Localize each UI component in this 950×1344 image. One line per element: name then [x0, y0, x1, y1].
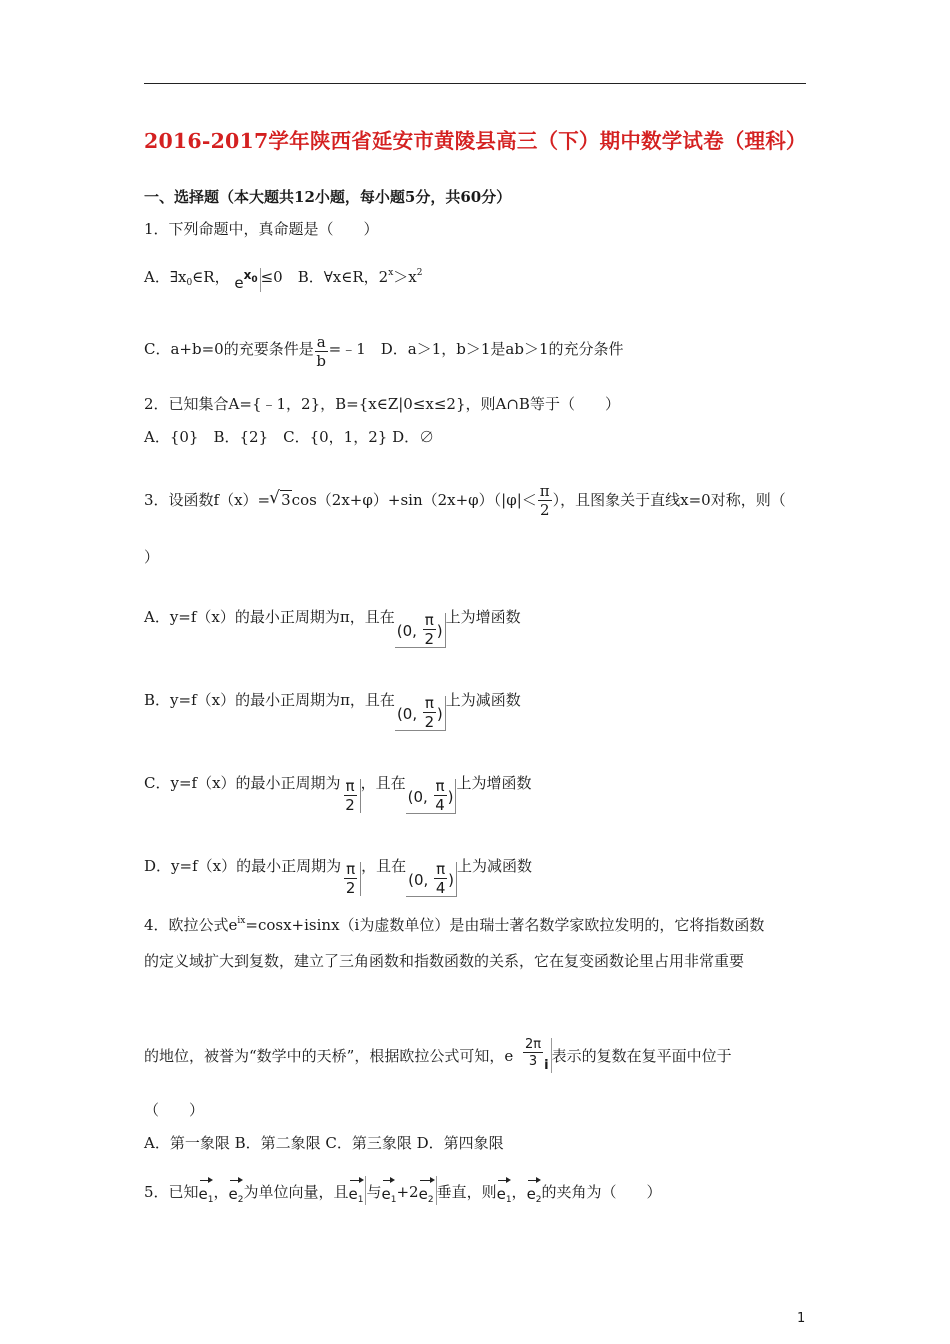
q3-a-den: 2: [424, 630, 434, 648]
q4-exponent: [518, 1038, 552, 1073]
q3-stem-mid: cos（2x+φ）+sin（2x+φ）（|φ|＜: [291, 491, 537, 509]
q3-b-frac: [423, 696, 436, 730]
q3-option-b: [144, 689, 521, 731]
q4-line3: [144, 1038, 732, 1073]
q5-stem: [144, 1176, 662, 1205]
q3-d-pden: 2: [345, 878, 356, 897]
q4-line1-pre: 4．欧拉公式e: [144, 916, 238, 934]
vector-e1-c: [382, 1176, 397, 1205]
q5-mid1: 为单位向量，且: [243, 1183, 349, 1201]
page-number: 1: [797, 1311, 806, 1326]
q5-post: 的夹角为（ ）: [541, 1183, 662, 1201]
q5-s1b: 1: [357, 1195, 364, 1205]
q3-d-num: π: [436, 860, 446, 878]
q5-e1d: e: [496, 1185, 506, 1203]
q3-d-den: 4: [435, 879, 446, 897]
q3-d-frac: [434, 862, 447, 896]
q3-d-post: 上为减函数: [456, 857, 532, 875]
q4-exp-i: i: [544, 1058, 549, 1073]
q1-exp-formula: [234, 268, 260, 292]
q4-line1: [144, 914, 764, 935]
q3-c-pnum: π: [345, 776, 355, 795]
q3-a-num: π: [424, 611, 434, 629]
q3-b-pre: B．y=f（x）的最小正周期为π，且在: [144, 691, 395, 709]
q1-x-sub: 0: [251, 275, 258, 285]
q3-c-mid: ，且在: [360, 774, 406, 792]
q1-options-ab: [144, 266, 422, 292]
q5-s1a: 1: [207, 1195, 214, 1205]
q5-e1b: e: [348, 1185, 358, 1203]
q3-b-close: ): [436, 705, 443, 723]
q3-stem-pre: 3．设函数f（x）=: [144, 491, 271, 509]
q1-a-sub: 0: [186, 278, 193, 288]
q3-d-pre: D．y=f（x）的最小正周期为: [144, 857, 342, 875]
q3-b-num: π: [424, 694, 434, 712]
q3-a-pre: A．y=f（x）的最小正周期为π，且在: [144, 608, 395, 626]
q4-options: A．第一象限 B．第二象限 C．第三象限 D．第四象限: [144, 1134, 504, 1152]
q5-e2a: e: [228, 1185, 238, 1203]
q3-c-int: (0,: [407, 788, 428, 806]
q3-b-int: (0,: [396, 705, 418, 723]
q5-comma-a: ，: [213, 1183, 229, 1201]
q3-b-den: 2: [424, 713, 435, 731]
vector-e2-c: [527, 1176, 542, 1205]
q3-c-pden: 2: [345, 795, 355, 814]
q5-s2a: 2: [237, 1195, 244, 1205]
q3-c-interval: [406, 779, 457, 814]
q3-b-interval: [395, 696, 446, 731]
q4-line2: 的定义域扩大到复数，建立了三角函数和指数函数的关系，它在复变函数论里占用非常重要: [144, 952, 745, 970]
q5-e2c: e: [526, 1185, 536, 1203]
vector-e1-a: [199, 1176, 214, 1205]
q3-b-post: 上为减函数: [445, 691, 521, 709]
q5-pre: 5．已知: [144, 1183, 199, 1201]
q2-options: A．{0} B．{2} C．{0，1，2} D．∅: [144, 428, 435, 446]
q1-d-text: =﹣1 D．a＞1，b＞1是ab＞1的充分条件: [328, 340, 624, 358]
q3-d-pfrac: [344, 859, 357, 897]
q3-a-post: 上为增函数: [445, 608, 521, 626]
q1-stem: 1．下列命题中，真命题是（ ）: [144, 220, 379, 238]
q1-a-text: A．∃x: [144, 268, 187, 286]
q1-b-gt: ＞x: [393, 268, 417, 286]
q1-options-cd: [144, 335, 624, 369]
q3-close: ）: [144, 548, 160, 566]
q5-e1c: e: [381, 1185, 391, 1203]
q1-e: e: [234, 274, 244, 292]
q1-c-num: a: [316, 333, 326, 351]
vector-e2-a: [229, 1176, 244, 1205]
q3-two: 2: [539, 501, 550, 519]
q1-a-mid: ∈R，: [192, 268, 230, 286]
q3-option-d: [144, 855, 532, 897]
q4-line3-pre: 的地位，被誉为“数学中的天桥”，根据欧拉公式可知，e: [144, 1047, 514, 1065]
q3-c-post: 上为增函数: [456, 774, 532, 792]
q3-stem-post: ），且图象关于直线x=0对称，则（: [552, 491, 786, 509]
q3-a-close: ): [436, 622, 443, 640]
q3-sqrt: √ 3: [280, 490, 292, 509]
q4-exp-frac: [523, 1038, 543, 1068]
q5-s1d: 1: [505, 1195, 512, 1205]
page-title: 2016-2017学年陕西省延安市黄陵县高三（下）期中数学试卷（理科）: [144, 129, 807, 153]
q1-b-text: ≤0 B．∀x∈R，2: [260, 268, 389, 286]
q3-d-mid: ，且在: [361, 857, 407, 875]
q3-option-c: [144, 772, 531, 814]
q5-and: 与: [366, 1183, 382, 1201]
q1-b-sup1: x: [388, 268, 394, 278]
q4-line3-post: 表示的复数在复平面中位于: [551, 1047, 732, 1065]
q3-a-int: (0,: [396, 622, 417, 640]
q4-exp-num: 2π: [525, 1037, 542, 1052]
q4-line1-post: =cosx+isinx（i为虚数单位）是由瑞士著名数学家欧拉发明的，它将指数函数: [245, 916, 765, 934]
q3-a-interval: [395, 613, 446, 648]
q5-e2b: e: [418, 1185, 428, 1203]
q1-b-sup2: 2: [416, 268, 423, 278]
q5-comma-b: ，: [511, 1183, 527, 1201]
q3-option-a: [144, 606, 521, 648]
q1-c-text: C．a+b=0的充要条件是: [144, 340, 314, 358]
q5-s1c: 1: [390, 1195, 397, 1205]
q3-a-frac: [423, 613, 436, 647]
q3-c-pfrac: [344, 776, 357, 814]
q3-c-den: 4: [435, 796, 445, 814]
q5-plus2: +2: [396, 1183, 419, 1201]
q3-d-interval: [406, 862, 457, 897]
q5-s2c: 2: [535, 1195, 542, 1205]
q4-paren: （ ）: [144, 1101, 205, 1119]
q1-c-den: b: [316, 352, 326, 370]
q1-c-fraction: [315, 335, 328, 369]
q1-x: x: [243, 268, 252, 282]
q3-pi: π: [539, 482, 550, 500]
q5-s2b: 2: [427, 1195, 434, 1205]
q3-pi-half: [538, 484, 552, 518]
q3-d-period: [341, 859, 361, 897]
q5-mid2: 垂直，则: [436, 1183, 497, 1201]
q3-c-num: π: [435, 777, 445, 795]
q4-line1-sup: ix: [237, 916, 246, 926]
vector-e1-b: [349, 1176, 367, 1205]
q3-d-close: ): [448, 871, 454, 889]
q3-stem: [144, 484, 786, 518]
q2-stem: 2．已知集合A={﹣1，2}，B={x∈Z|0≤x≤2}，则A∩B等于（ ）: [144, 395, 620, 413]
q3-c-frac: [434, 779, 447, 813]
q4-exp-den: 3: [528, 1054, 538, 1069]
q5-e1a: e: [198, 1185, 208, 1203]
q3-c-pre: C．y=f（x）的最小正周期为: [144, 774, 341, 792]
vector-e2-b: [419, 1176, 437, 1205]
q3-c-close: ): [447, 788, 454, 806]
q3-c-period: [341, 776, 361, 814]
vector-e1-d: [497, 1176, 512, 1205]
section-heading: 一、选择题（本大题共12小题，每小题5分，共60分）: [144, 188, 512, 206]
q3-d-int: (0,: [408, 871, 429, 889]
header-rule: [144, 83, 806, 84]
q3-d-pnum: π: [346, 859, 356, 878]
